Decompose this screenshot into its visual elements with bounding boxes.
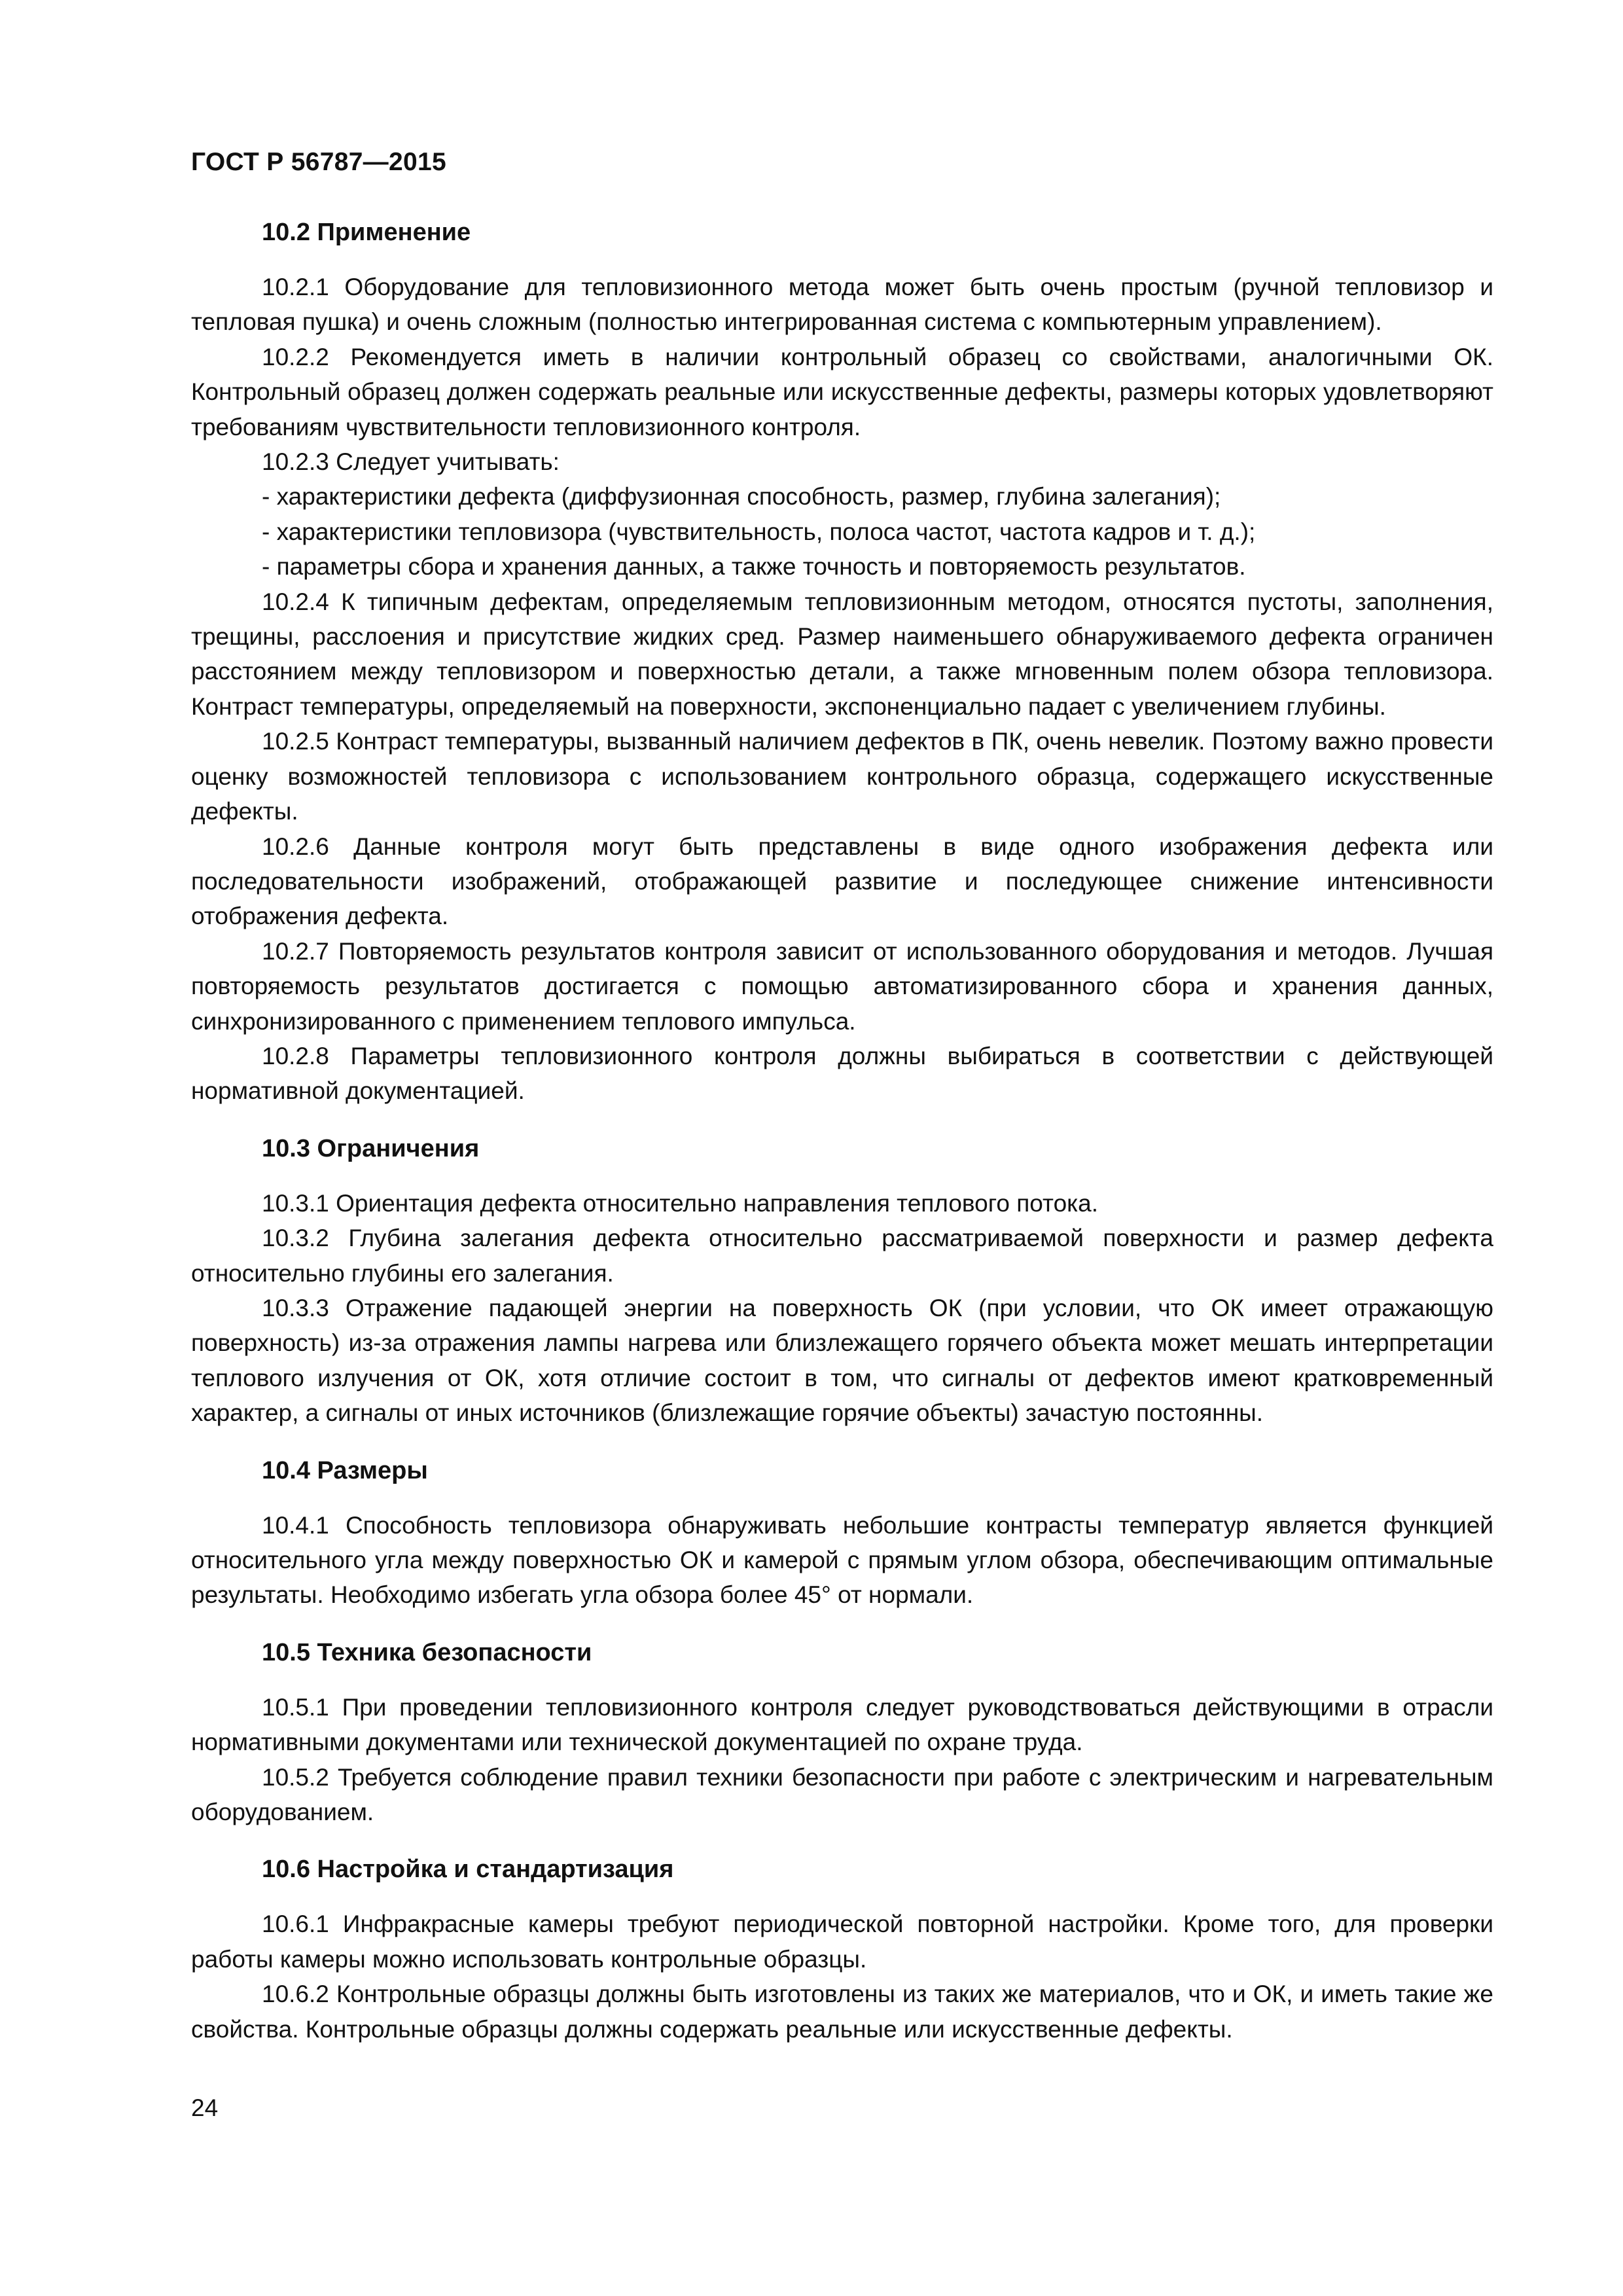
section-heading: 10.2 Применение	[262, 219, 471, 246]
paragraph: 10.5.1 При проведении тепловизионного контроля следует руководствоваться действующими в отрасли нормативными документами или технической документацией по охране труда.	[191, 1693, 1493, 1756]
document-code-header: ГОСТ Р 56787—2015	[191, 148, 446, 176]
paragraph: 10.2.3 Следует учитывать:	[262, 448, 560, 476]
page-number: 24	[191, 2094, 219, 2121]
document-body	[191, 215, 1493, 2047]
paragraph: 10.2.1 Оборудование для тепловизионного метода может быть очень простым (ручной тепловизор и тепловая пушка) и очень сложным (полностью интегрированная система с компьютерным управлением).	[191, 274, 1493, 336]
paragraph: 10.5.2 Требуется соблюдение правил техники безопасности при работе с электрическим и нагревательным оборудованием.	[191, 1763, 1493, 1826]
section-heading: 10.6 Настройка и стандартизация	[262, 1856, 674, 1884]
paragraph: 10.3.1 Ориентация дефекта относительно направления теплового потока.	[262, 1189, 1099, 1217]
paragraph: 10.2.7 Повторяемость результатов контроля зависит от использованного оборудования и методов. Лучшая повторяемость результатов достигается с помощью автоматизированного сбора и хранения данных, синхронизированного с применением теплового импульса.	[191, 937, 1493, 1035]
section	[191, 1453, 1493, 1613]
section	[191, 215, 1493, 1109]
paragraph: 10.3.2 Глубина залегания дефекта относительно рассматриваемой поверхности и размер дефекта относительно глубины его залегания.	[191, 1225, 1493, 1287]
section-heading: 10.5 Техника безопасности	[262, 1638, 592, 1666]
list-item: - параметры сбора и хранения данных, а также точность и повторяемость результатов.	[262, 553, 1246, 581]
paragraph: 10.4.1 Способность тепловизора обнаруживать небольшие контрасты температур является функцией относительного угла между поверхностью ОК и камерой с прямым углом обзора, обеспечивающим оптимальные результаты. Необходимо избегать угла обзора более 45° от нормали.	[191, 1511, 1493, 1609]
section	[191, 1852, 1493, 2047]
paragraph: 10.6.2 Контрольные образцы должны быть изготовлены из таких же материалов, что и ОК, и иметь такие же свойства. Контрольные образцы должны содержать реальные или искусственные дефекты.	[191, 1981, 1493, 2043]
paragraph: 10.2.6 Данные контроля могут быть представлены в виде одного изображения дефекта или последовательности изображений, отображающей развитие и последующее снижение интенсивности отображения дефекта.	[191, 833, 1493, 930]
paragraph: 10.2.5 Контраст температуры, вызванный наличием дефектов в ПК, очень невелик. Поэтому важно провести оценку возможностей тепловизора с использованием контрольного образца, содержащего искусственные дефекты.	[191, 728, 1493, 825]
section	[191, 1635, 1493, 1830]
paragraph: 10.3.3 Отражение падающей энергии на поверхность ОК (при условии, что ОК имеет отражающую поверхность) из-за отражения лампы нагрева или близлежащего горячего объекта может мешать интерпретации теплового излучения от ОК, хотя отличие состоит в том, что сигналы от дефектов имеют кратковременный характер, а сигналы от иных источников (близлежащие горячие объекты) зачастую постоянны.	[191, 1294, 1493, 1427]
paragraph: 10.2.2 Рекомендуется иметь в наличии контрольный образец со свойствами, аналогичными ОК. Контрольный образец должен содержать реальные или искусственные дефекты, размеры которых удовлетворяют требованиям чувствительности тепловизионного контроля.	[191, 343, 1493, 440]
section	[191, 1131, 1493, 1431]
section-heading: 10.4 Размеры	[262, 1456, 428, 1484]
section-heading: 10.3 Ограничения	[262, 1134, 480, 1162]
paragraph: 10.2.4 К типичным дефектам, определяемым тепловизионным методом, относятся пустоты, заполнения, трещины, расслоения и присутствие жидких сред. Размер наименьшего обнаруживаемого дефекта ограничен расстоянием между тепловизором и поверхностью детали, а также мгновенным полем обзора тепловизора. Контраст температуры, определяемый на поверхности, экспоненциально падает с увеличением глубины.	[191, 588, 1493, 720]
list-item: - характеристики тепловизора (чувствительность, полоса частот, частота кадров и т. д.);	[262, 518, 1256, 545]
paragraph: 10.2.8 Параметры тепловизионного контроля должны выбираться в соответствии с действующей нормативной документацией.	[191, 1042, 1493, 1105]
paragraph: 10.6.1 Инфракрасные камеры требуют периодической повторной настройки. Кроме того, для проверки работы камеры можно использовать контрольные образцы.	[191, 1910, 1493, 1973]
list-item: - характеристики дефекта (диффузионная способность, размер, глубина залегания);	[262, 483, 1221, 511]
